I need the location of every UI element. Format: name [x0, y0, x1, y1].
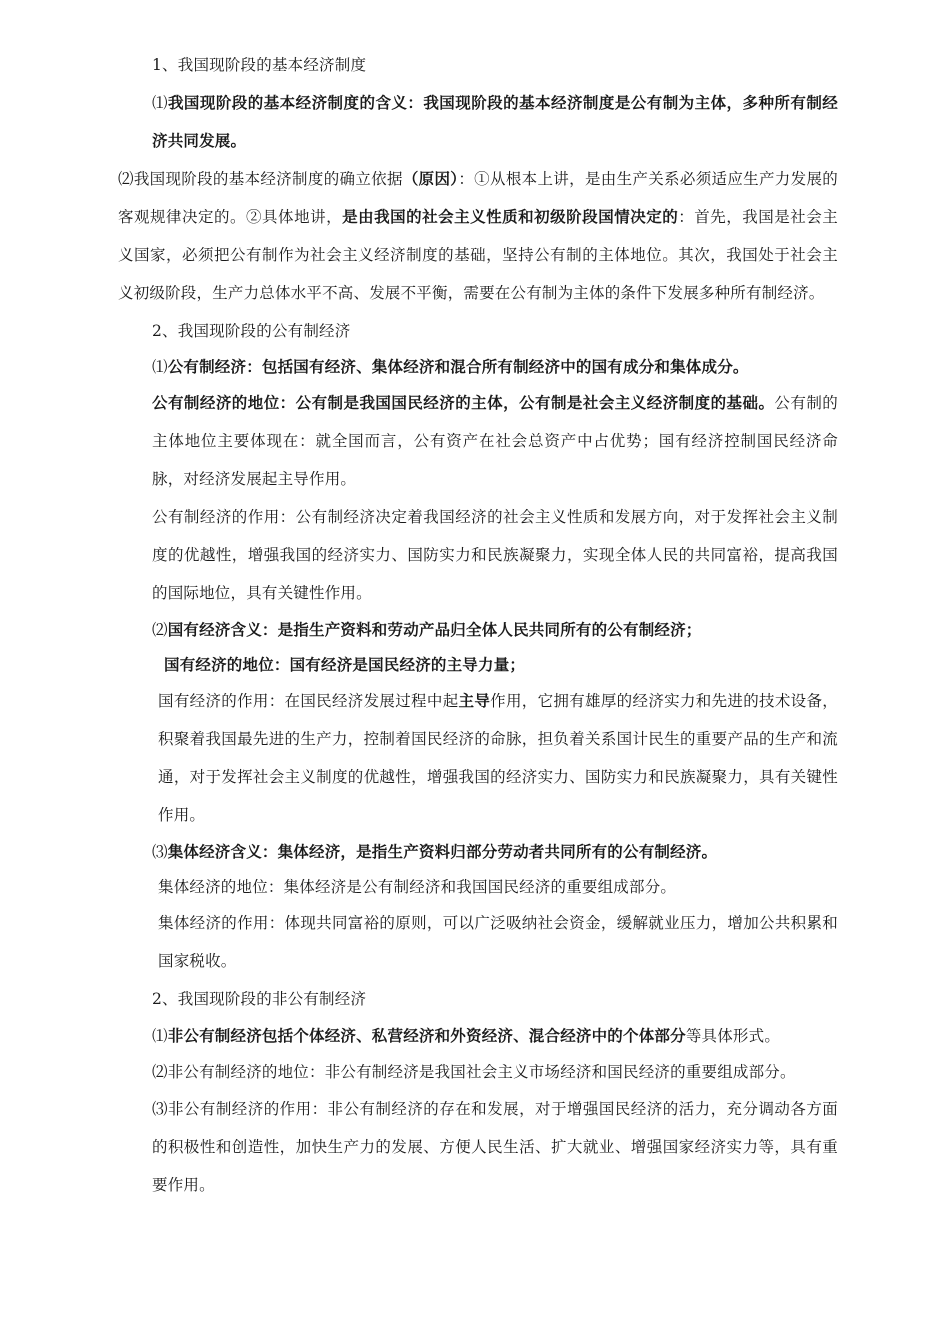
plain-text: 等具体形式。: [685, 1027, 781, 1045]
s1-meaning-paragraph: [118, 84, 838, 160]
text-c: ：①从根本上讲，是由生产关系必须适应生产力发展的客观规律决定的。②具体地讲，: [118, 170, 838, 226]
section-2-heading: 2、我国现阶段的公有制经济: [152, 322, 351, 340]
item-number: ⑴: [152, 94, 168, 112]
text-e: ：首先，我国是社会主义国家，必须把公有制作为社会主义经济制度的基础，坚持公有制的主体地位。其次，我国处于社会主义初级阶段，生产力总体水平不高、发展不平衡，需要在公有制为主体的条件下发展多种所有制经济。: [118, 208, 838, 302]
bold-text-b: （原因）: [402, 169, 459, 188]
bold-text: 公有制经济：包括国有经济、集体经济和混合所有制经济中的国有成分和集体成分。: [167, 357, 749, 376]
bold-text: 我国现阶段的基本经济制度的含义：我国现阶段的基本经济制度是公有制为主体，多种所有制经济共同发展。: [152, 93, 839, 150]
s2-collective-definition: [118, 834, 838, 870]
section-3-heading: 2、我国现阶段的非公有制经济: [152, 990, 367, 1008]
item-number: ⑶: [152, 843, 168, 861]
s3-nonpublic-role: ⑶非公有制经济的作用：非公有制经济的存在和发展，对于增强国民经济的活力，充分调动各方面的积极性和创造性，加快生产力的发展、方便人民生活、扩大就业、增强国家经济实力等，具有重要作用。: [152, 1100, 838, 1194]
item-number: ⑴: [152, 358, 168, 376]
bold-text: 非公有制经济包括个体经济、私营经济和外资经济、混合经济中的个体部分: [167, 1026, 686, 1045]
s3-nonpublic-forms: [118, 1018, 838, 1054]
s1-basis-paragraph: [118, 160, 838, 312]
bold-text: 国有经济的地位：国有经济是国民经济的主导力量；: [164, 655, 526, 674]
text-a: ⑵我国现阶段的基本经济制度的确立依据: [118, 170, 403, 188]
s2-public-status: [118, 384, 838, 498]
bold-text: 国有经济含义：是指生产资料和劳动产品归全体人民共同所有的公有制经济；: [167, 620, 702, 639]
text-c: 作用，它拥有雄厚的经济实力和先进的技术设备，积聚着我国最先进的生产力，控制着国民经济的命脉，担负着关系国计民生的重要产品的生产和流通，对于发挥社会主义制度的优越性，增强我国的经济实力、国防实力和民族凝聚力，具有关键性作用。: [158, 692, 838, 824]
item-number: ⑴: [152, 1027, 168, 1045]
s3-nonpublic-status: ⑵非公有制经济的地位：非公有制经济是我国社会主义市场经济和国民经济的重要组成部分。: [152, 1063, 796, 1081]
bold-text: 主导: [458, 691, 491, 710]
bold-text: 集体经济含义：集体经济，是指生产资料归部分劳动者共同所有的公有制经济。: [167, 842, 718, 861]
s2-collective-role: 集体经济的作用：体现共同富裕的原则，可以广泛吸纳社会资金，缓解就业压力，增加公共积累和国家税收。: [158, 914, 838, 970]
s2-public-role: 公有制经济的作用：公有制经济决定着我国经济的社会主义性质和发展方向，对于发挥社会主义制度的优越性，增强我国的经济实力、国防实力和民族凝聚力，实现全体人民的共同富裕，提高我国的国际地位，具有关键性作用。: [152, 508, 838, 602]
bold-text-d: 是由我国的社会主义性质和初级阶段国情决定的: [342, 207, 679, 226]
plain-text: 公有制的主体地位主要体现在：就全国而言，公有资产在社会总资产中占优势；国有经济控制国民经济命脉，对经济发展起主导作用。: [152, 394, 838, 488]
text-a: 国有经济的作用：在国民经济发展过程中起: [158, 692, 459, 710]
s2-public-definition: [118, 350, 838, 384]
s2-collective-status: 集体经济的地位：集体经济是公有制经济和我国国民经济的重要组成部分。: [158, 878, 677, 896]
section-1-heading: 1、我国现阶段的基本经济制度: [152, 56, 367, 74]
s2-state-definition: [118, 612, 838, 648]
s2-state-role: [118, 682, 838, 834]
item-number: ⑵: [152, 621, 168, 639]
s2-state-status: [118, 648, 838, 682]
document-page: [118, 46, 838, 1204]
bold-text: 公有制经济的地位：公有制是我国国民经济的主体，公有制是社会主义经济制度的基础。: [152, 393, 775, 412]
